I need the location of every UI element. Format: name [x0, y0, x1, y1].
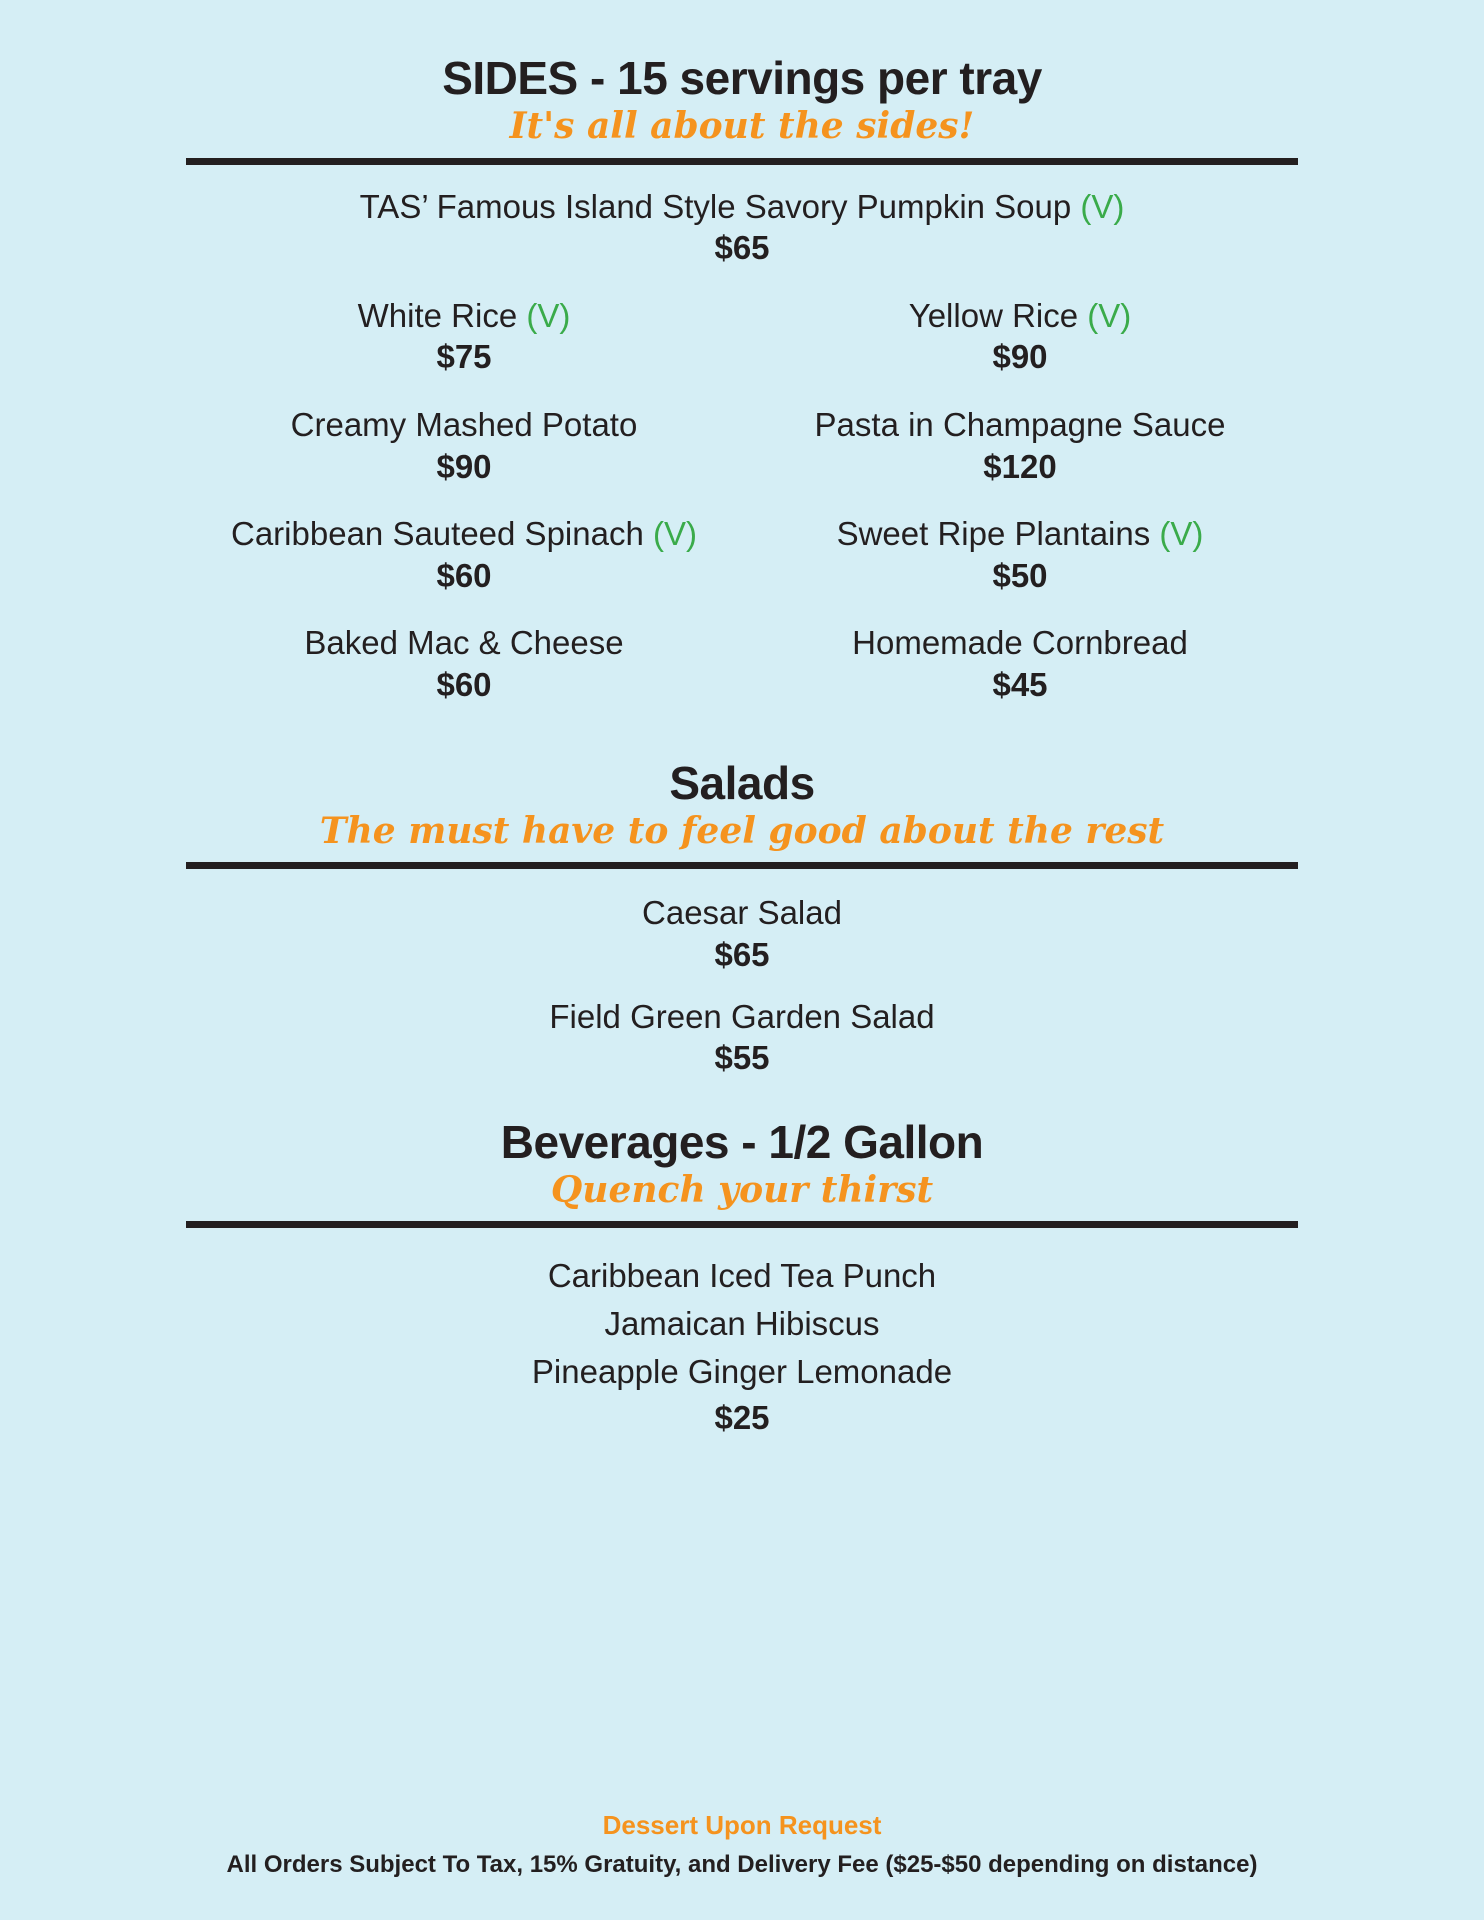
item-label: Homemade Cornbread	[852, 624, 1188, 662]
item-price: $65	[714, 229, 770, 267]
beverages-tagline: Quench your thirst	[550, 1168, 934, 1211]
item-name	[186, 405, 742, 445]
item-price: $75	[436, 338, 492, 376]
salads-section	[186, 756, 1298, 1078]
item-name: Field Green Garden Salad	[549, 997, 935, 1035]
sides-row	[186, 514, 1298, 595]
item-label: Yellow Rice	[908, 296, 1088, 334]
item-name	[186, 623, 742, 663]
item-price: $90	[992, 338, 1048, 376]
item-name	[742, 405, 1298, 445]
item-name: Caesar Salad	[642, 894, 842, 932]
salads-tagline: The must have to feel good about the rest	[319, 809, 1165, 852]
item-name	[742, 623, 1298, 663]
vegetarian-marker: (V)	[1159, 515, 1204, 553]
salads-title: Salads	[669, 756, 815, 809]
beverages-price: $25	[714, 1398, 770, 1436]
footer	[0, 1809, 1484, 1880]
beverage-item: Caribbean Iced Tea Punch	[547, 1257, 937, 1295]
sides-item	[186, 514, 742, 595]
item-price: $55	[714, 1039, 770, 1077]
item-price: $120	[983, 447, 1057, 485]
beverages-list	[186, 1252, 1298, 1437]
sides-row	[186, 623, 1298, 704]
vegetarian-marker: (V)	[526, 296, 571, 334]
item-name	[742, 296, 1298, 336]
vegetarian-marker: (V)	[1087, 296, 1132, 334]
beverage-item: Jamaican Hibiscus	[604, 1305, 880, 1343]
item-price: $45	[992, 666, 1048, 704]
sides-featured-item	[186, 187, 1298, 268]
item-price: $60	[436, 556, 492, 594]
sides-item	[186, 623, 742, 704]
beverages-title: Beverages - 1/2 Gallon	[500, 1115, 984, 1168]
salad-item	[186, 997, 1298, 1078]
sides-item	[742, 623, 1298, 704]
item-label: Caribbean Sauteed Spinach	[231, 515, 653, 553]
sides-row	[186, 405, 1298, 486]
sides-item	[186, 296, 742, 377]
beverages-section	[186, 1115, 1298, 1438]
item-price: $60	[436, 666, 492, 704]
item-label: Sweet Ripe Plantains	[836, 515, 1160, 553]
sides-item	[742, 405, 1298, 486]
sides-row	[186, 296, 1298, 377]
sides-section	[186, 0, 1298, 705]
dessert-note: Dessert Upon Request	[602, 1810, 882, 1841]
terms-note: All Orders Subject To Tax, 15% Gratuity, and Delivery Fee ($25-$50 depending on distance)	[226, 1850, 1258, 1878]
vegetarian-marker: (V)	[652, 515, 697, 553]
sides-title: SIDES - 15 servings per tray	[442, 52, 1042, 104]
item-name	[186, 296, 742, 336]
item-name	[742, 514, 1298, 554]
sides-divider	[186, 158, 1298, 165]
sides-item	[742, 514, 1298, 595]
item-price: $90	[436, 447, 492, 485]
vegetarian-marker: (V)	[1080, 187, 1125, 225]
salads-divider	[186, 862, 1298, 869]
item-label: Pasta in Champagne Sauce	[814, 406, 1226, 444]
salad-item	[186, 893, 1298, 974]
sides-item	[186, 405, 742, 486]
item-label: White Rice	[357, 296, 527, 334]
item-name	[186, 514, 742, 554]
item-price: $65	[714, 935, 770, 973]
item-label: Baked Mac & Cheese	[304, 624, 624, 662]
sides-item	[742, 296, 1298, 377]
item-price: $50	[992, 556, 1048, 594]
beverage-item: Pineapple Ginger Lemonade	[531, 1353, 953, 1391]
item-name	[186, 187, 1298, 227]
item-label: Creamy Mashed Potato	[290, 406, 638, 444]
item-label: TAS’ Famous Island Style Savory Pumpkin Soup	[359, 187, 1081, 225]
beverages-divider	[186, 1221, 1298, 1228]
sides-tagline: It's all about the sides!	[509, 105, 975, 148]
salads-list	[186, 893, 1298, 1077]
